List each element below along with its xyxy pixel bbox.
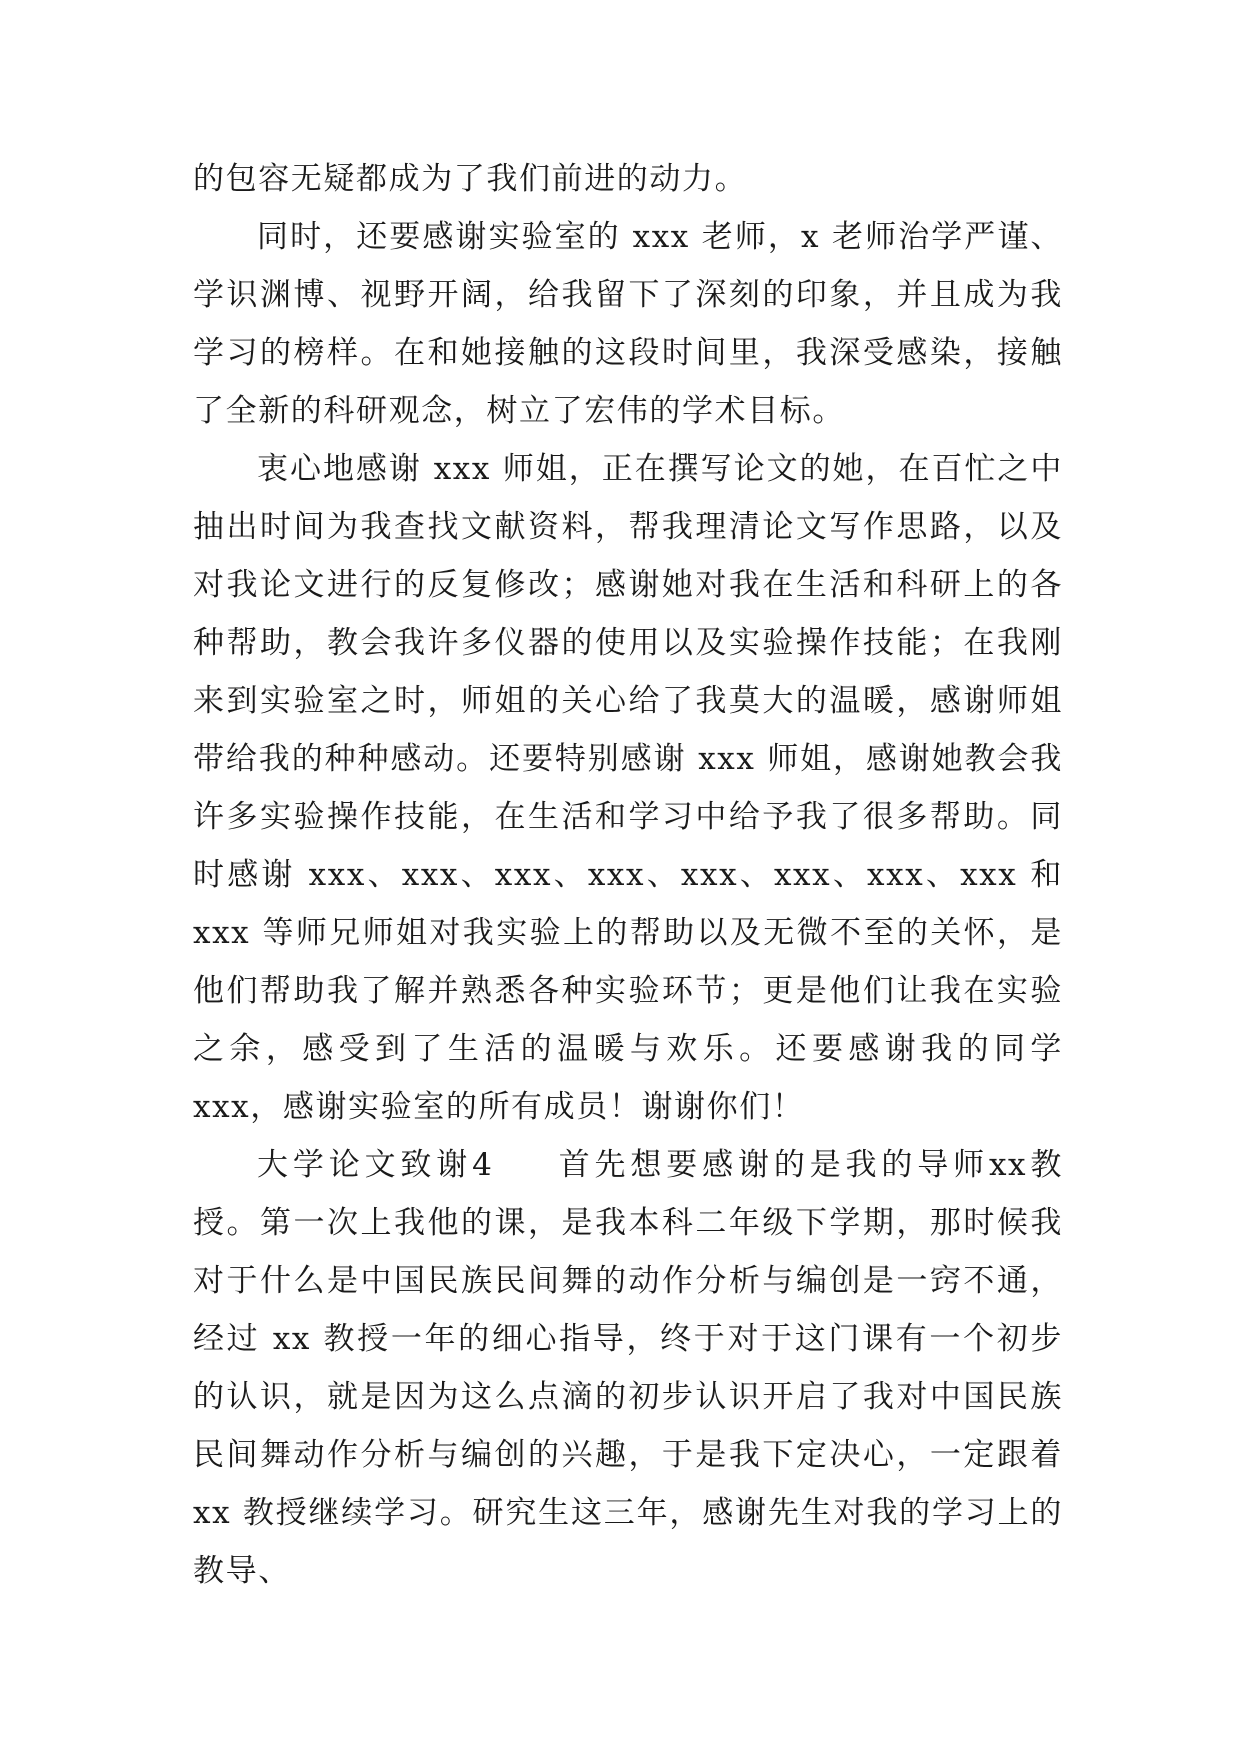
document-body <box>193 150 1063 1600</box>
paragraph-section-4 <box>193 1136 1063 1600</box>
paragraph-thanks-senior: 衷心地感谢 xxx 师姐，正在撰写论文的她，在百忙之中抽出时间为我查找文献资料，帮我理清论文写作思路，以及对我论文进行的反复修改；感谢她对我在生活和科研上的各种帮助，教会我许多仪器的使用以及实验操作技能；在我刚来到实验室之时，师姐的关心给了我莫大的温暖，感谢师姐带给我的种种感动。还要特别感谢 xxx 师姐，感谢她教会我许多实验操作技能，在生活和学习中给予我了很多帮助。同时感谢 xxx、xxx、xxx、xxx、xxx、xxx、xxx、xxx 和 xxx 等师兄师姐对我实验上的帮助以及无微不至的关怀，是他们帮助我了解并熟悉各种实验环节；更是他们让我在实验之余，感受到了生活的温暖与欢乐。还要感谢我的同学 xxx，感谢实验室的所有成员！谢谢你们！ <box>193 451 1063 1125</box>
paragraph-thanks-teacher: 同时，还要感谢实验室的 xxx 老师，x 老师治学严谨、学识渊博、视野开阔，给我留下了深刻的印象，并且成为我学习的榜样。在和她接触的这段时间里，我深受感染，接触了全新的科研观念，树立了宏伟的学术目标。 <box>193 219 1063 429</box>
paragraph-continuation: 的包容无疑都成为了我们前进的动力。 <box>193 161 748 197</box>
section-4-text: 首先想要感谢的是我的导师xx教授。第一次上我他的课，是我本科二年级下学期，那时候我对于什么是中国民族民间舞的动作分析与编创是一窍不通，经过 xx 教授一年的细心指导，终于对于这门课有一个初步的认识，就是因为这么点滴的初步认识开启了我对中国民族民间舞动作分析与编创的兴趣，于是我下定决心，一定跟着 xx 教授继续学习。研究生这三年，感谢先生对我的学习上的教导、 <box>193 1147 1063 1589</box>
section-heading: 大学论文致谢4 <box>257 1147 494 1183</box>
